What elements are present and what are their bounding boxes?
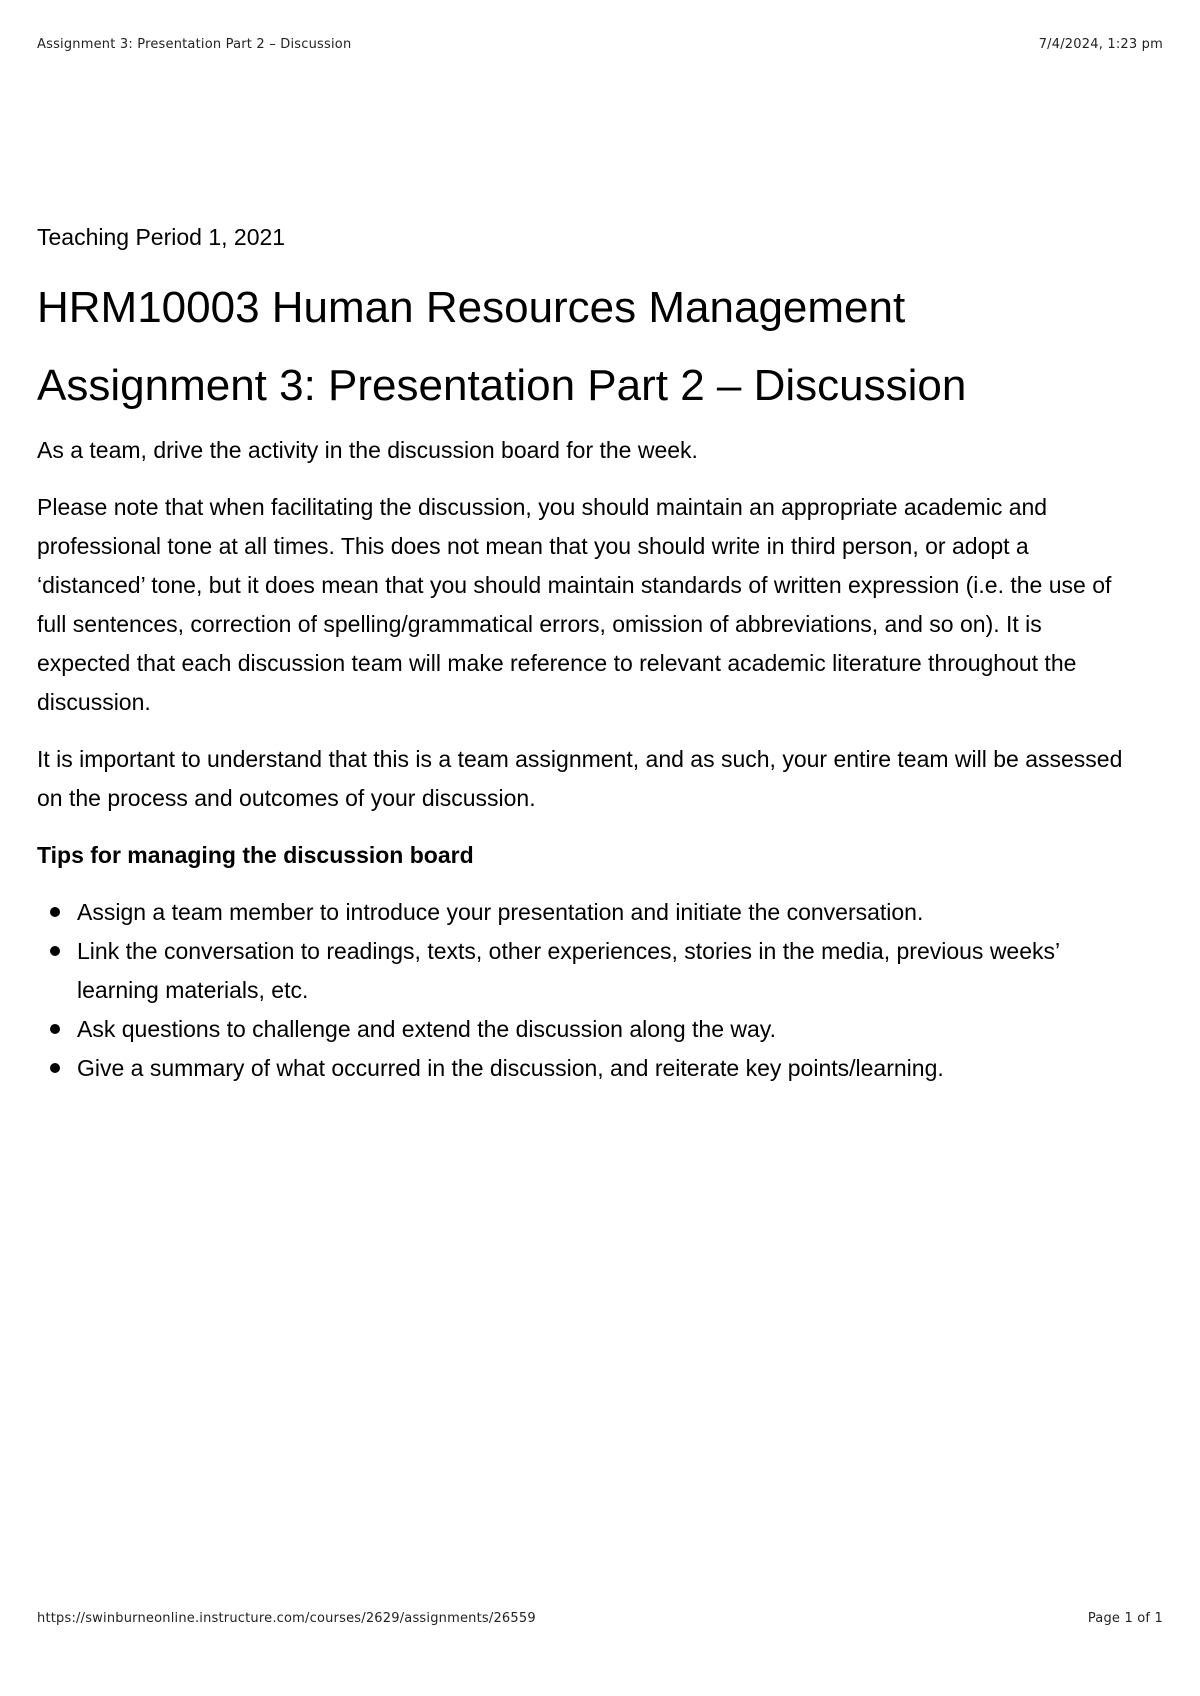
intro-paragraph: As a team, drive the activity in the discussion board for the week. <box>37 437 698 463</box>
bullet-icon <box>50 1063 60 1073</box>
list-item <box>37 893 1127 932</box>
bullet-icon <box>50 946 60 956</box>
course-title: HRM10003 Human Resources Management <box>37 283 906 332</box>
tips-list <box>37 893 1127 1088</box>
tip-text: Assign a team member to introduce your presentation and initiate the conversation. <box>77 899 924 925</box>
tip-text: Give a summary of what occurred in the discussion, and reiterate key points/learning. <box>77 1055 944 1081</box>
assignment-title: Assignment 3: Presentation Part 2 – Discussion <box>37 361 967 410</box>
print-header <box>37 34 1163 54</box>
bullet-icon <box>50 907 60 917</box>
page-number: Page 1 of 1 <box>1087 1610 1163 1626</box>
page-url-link[interactable]: https://swinburneonline.instructure.com/courses/2629/assignments/26559 <box>37 1610 536 1626</box>
header-timestamp: 7/4/2024, 1:23 pm <box>1038 36 1163 52</box>
list-item <box>37 1049 1127 1088</box>
page-content <box>37 218 1127 1088</box>
tip-text: Link the conversation to readings, texts, other experiences, stories in the media, previous weeks’ learning materials, etc. <box>77 938 1060 1003</box>
print-footer <box>37 1608 1163 1628</box>
tone-paragraph: Please note that when facilitating the discussion, you should maintain an appropriate academic and professional tone at all times. This does not mean that you should write in third person, or adopt a ‘distanced’ tone, but it does mean that you should maintain standards of written expression (i.e. the use of full sentences, correction of spelling/grammatical errors, omission of abbreviations, and so on). It is expected that each discussion team will make reference to relevant academic literature throughout the discussion. <box>37 494 1112 715</box>
bullet-icon <box>50 1024 60 1034</box>
tip-text: Ask questions to challenge and extend the discussion along the way. <box>77 1016 776 1042</box>
list-item <box>37 932 1127 1010</box>
header-doc-title: Assignment 3: Presentation Part 2 – Discussion <box>37 36 352 52</box>
tips-heading: Tips for managing the discussion board <box>37 842 474 868</box>
teaching-period: Teaching Period 1, 2021 <box>37 224 286 250</box>
list-item <box>37 1010 1127 1049</box>
assessment-paragraph: It is important to understand that this is a team assignment, and as such, your entire team will be assessed on the process and outcomes of your discussion. <box>37 746 1123 811</box>
